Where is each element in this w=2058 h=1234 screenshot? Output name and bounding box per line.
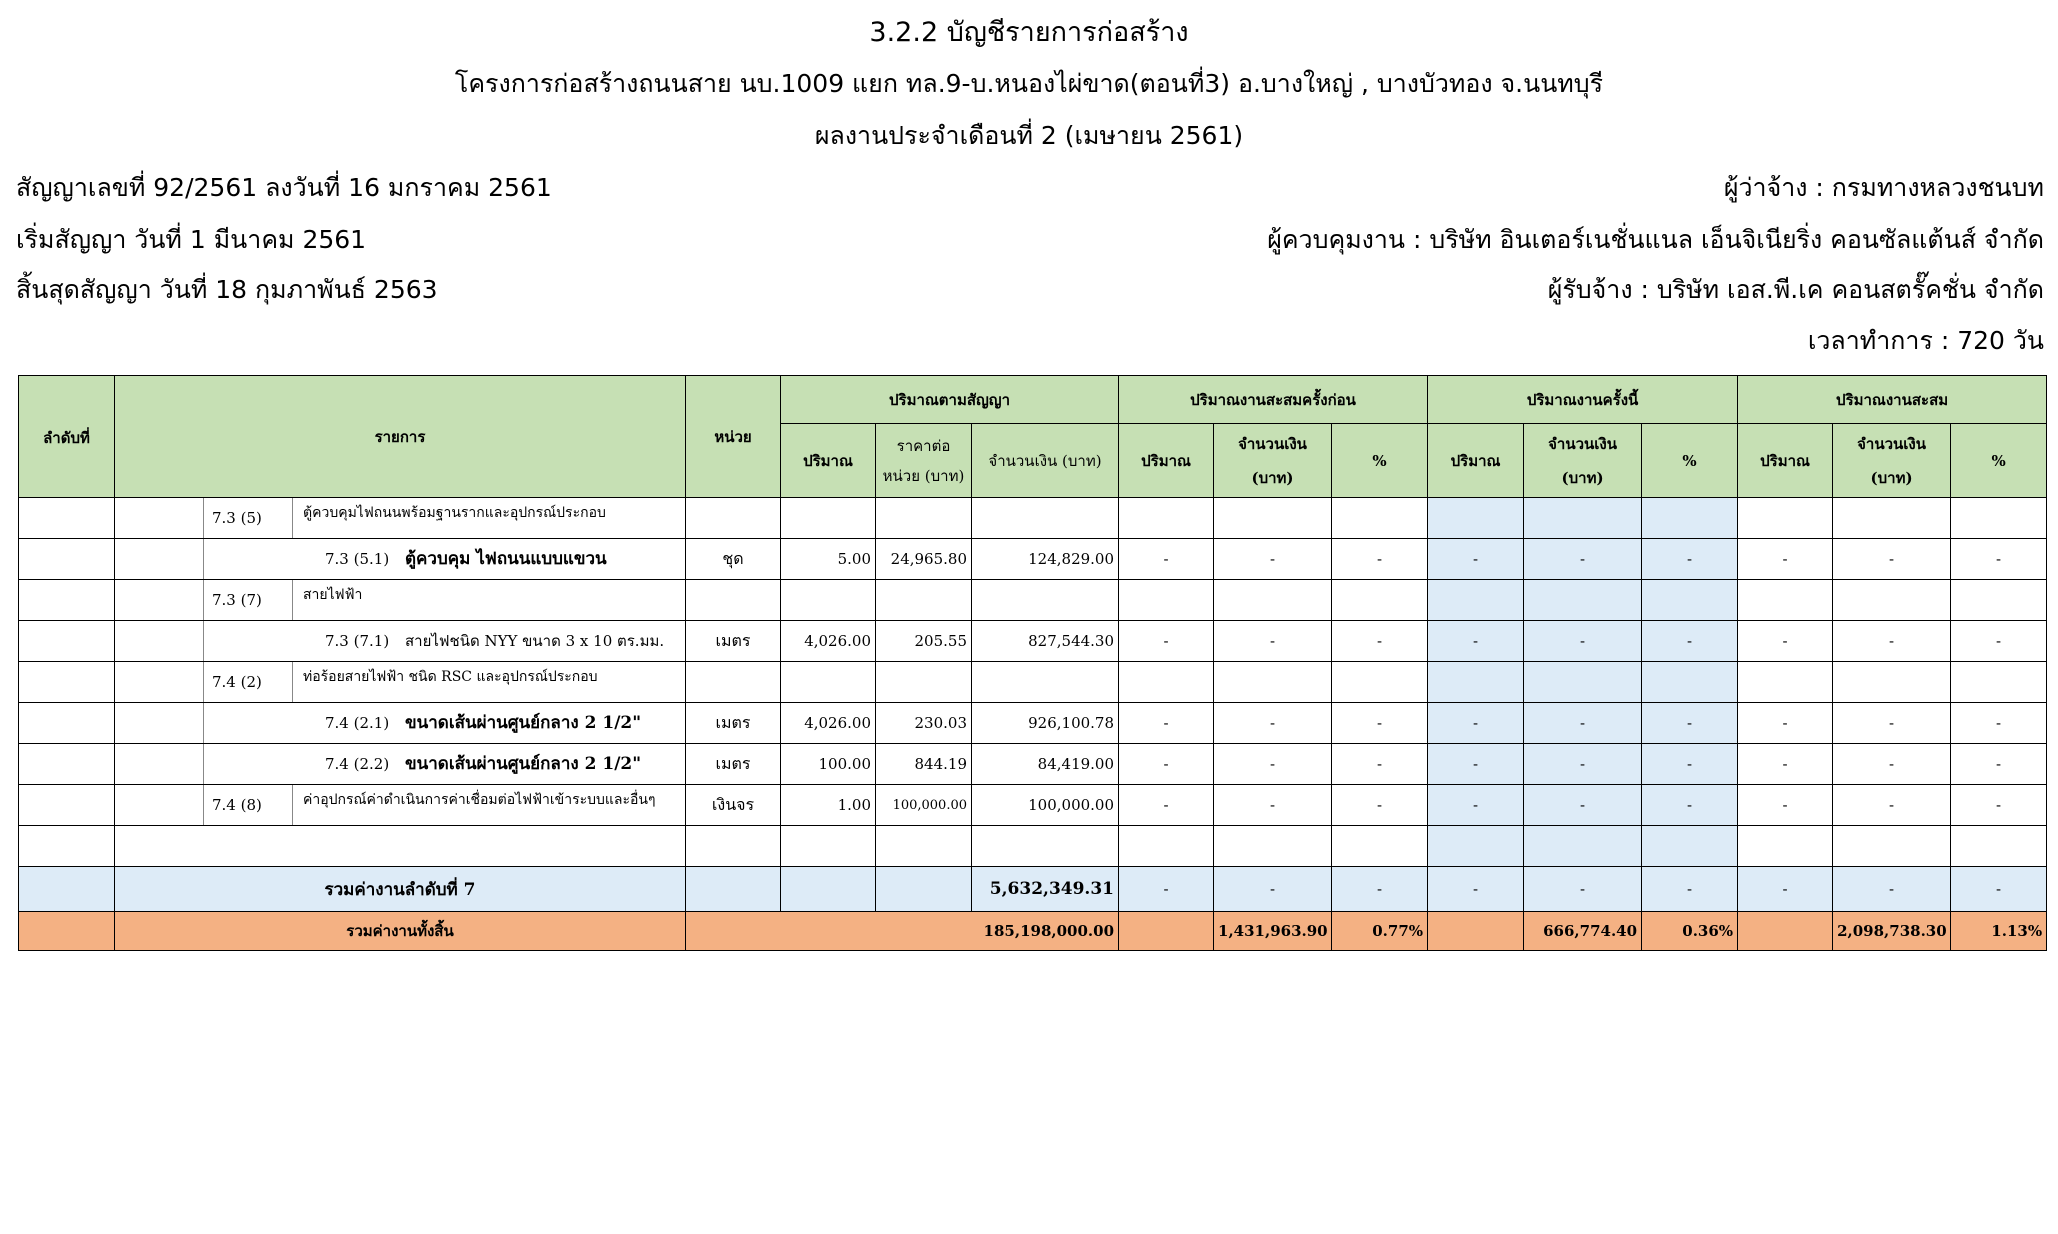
bill-of-quantities-table: [18, 375, 2047, 951]
row-no: [19, 785, 115, 826]
row-progress-cell: [1833, 826, 1951, 867]
table-row: [19, 662, 2047, 703]
row-progress-cell: -: [1332, 744, 1428, 785]
supervisor: ผู้ควบคุมงาน : บริษัท อินเตอร์เนชั่นแนล เอ็นจิเนียริ่ง คอนซัลแต้นส์ จำกัด: [1267, 225, 2044, 254]
row-progress-cell: -: [1642, 703, 1738, 744]
row-progress-cell: [1214, 662, 1332, 703]
row-unit-price: [876, 498, 972, 539]
row-progress-cell: -: [1951, 744, 2047, 785]
this-money-total: 666,774.40: [1524, 912, 1642, 951]
item-code: 7.4 (8): [203, 785, 293, 825]
row-qty: 1.00: [781, 785, 876, 826]
row-unit-price: 100,000.00: [876, 785, 972, 826]
row-progress-cell: -: [1214, 539, 1332, 580]
row-qty: [781, 662, 876, 703]
subtotal-cell: -: [1951, 867, 2047, 912]
contract-start: เริ่มสัญญา วันที่ 1 มีนาคม 2561: [16, 225, 367, 254]
row-progress-cell: -: [1642, 785, 1738, 826]
row-amount: 827,544.30: [972, 621, 1119, 662]
item-description: สายไฟชนิด NYY ขนาด 3 x 10 ตร.มม.: [405, 632, 665, 650]
contract-end: สิ้นสุดสัญญา วันที่ 18 กุมภาพันธ์ 2563: [16, 275, 438, 304]
row-progress-cell: [1428, 826, 1524, 867]
row-progress-cell: -: [1214, 744, 1332, 785]
row-progress-cell: -: [1833, 703, 1951, 744]
page-title: 3.2.2 บัญชีรายการก่อสร้าง: [869, 17, 1189, 48]
table-row: [19, 703, 2047, 744]
row-amount: [972, 498, 1119, 539]
row-progress-cell: -: [1332, 785, 1428, 826]
row-progress-cell: [1524, 826, 1642, 867]
row-unit-price: 24,965.80: [876, 539, 972, 580]
grand-total-label: รวมค่างานทั้งสิ้น: [115, 912, 686, 951]
row-progress-cell: -: [1951, 539, 2047, 580]
cum-pct-total: 1.13%: [1951, 912, 2047, 951]
row-amount: [972, 662, 1119, 703]
header-qty: ปริมาณ: [1119, 424, 1214, 498]
row-progress-cell: -: [1119, 539, 1214, 580]
prev-pct-total: 0.77%: [1332, 912, 1428, 951]
subtotal-label: รวมค่างานลำดับที่ 7: [115, 867, 686, 912]
row-unit-price: 844.19: [876, 744, 972, 785]
row-progress-cell: -: [1119, 785, 1214, 826]
row-progress-cell: [1642, 826, 1738, 867]
header-unit-price: ราคาต่อ หน่วย (บาท): [876, 424, 972, 498]
grand-total-amount: 185,198,000.00: [686, 912, 1119, 951]
row-no: [19, 498, 115, 539]
header-money: จำนวนเงิน (บาท): [1833, 424, 1951, 498]
subtotal-cell: -: [1524, 867, 1642, 912]
row-progress-cell: [1524, 580, 1642, 621]
row-progress-cell: [1524, 498, 1642, 539]
row-qty: 100.00: [781, 744, 876, 785]
subtotal-cell: -: [1642, 867, 1738, 912]
row-progress-cell: [1332, 580, 1428, 621]
header-no: ลำดับที่: [19, 376, 115, 498]
row-progress-cell: [1119, 580, 1214, 621]
row-progress-cell: -: [1951, 621, 2047, 662]
row-progress-cell: -: [1738, 785, 1833, 826]
row-progress-cell: [1833, 580, 1951, 621]
item-description: ท่อร้อยสายไฟฟ้า ชนิด RSC และอุปกรณ์ประกอบ: [303, 669, 598, 685]
contractor: ผู้รับจ้าง : บริษัท เอส.พี.เค คอนสตรั๊คชั่น จำกัด: [1547, 275, 2044, 304]
row-progress-cell: [1428, 662, 1524, 703]
row-progress-cell: -: [1428, 785, 1524, 826]
header-prev-group: ปริมาณงานสะสมครั้งก่อน: [1119, 376, 1428, 424]
row-progress-cell: [1738, 662, 1833, 703]
header-qty: ปริมาณ: [1738, 424, 1833, 498]
item-code: 7.4 (2): [203, 662, 293, 702]
row-item: [115, 662, 686, 703]
row-progress-cell: -: [1524, 785, 1642, 826]
row-qty: 4,026.00: [781, 621, 876, 662]
header-money: จำนวนเงิน (บาท): [1214, 424, 1332, 498]
row-progress-cell: -: [1642, 621, 1738, 662]
row-item: [115, 785, 686, 826]
row-progress-cell: [1738, 826, 1833, 867]
row-unit: เมตร: [686, 744, 781, 785]
row-progress-cell: -: [1833, 621, 1951, 662]
subtotal-amount: 5,632,349.31: [972, 867, 1119, 912]
subtotal-cell: -: [1119, 867, 1214, 912]
row-unit-price: 230.03: [876, 703, 972, 744]
row-progress-cell: -: [1524, 621, 1642, 662]
project-name: โครงการก่อสร้างถนนสาย นบ.1009 แยก ทล.9-บ.หนองไผ่ขาด(ตอนที่3) อ.บางใหญ่ , บางบัวทอง จ.นนทบุรี: [454, 69, 1604, 98]
row-no: [19, 621, 115, 662]
row-no: [19, 580, 115, 621]
row-amount: 100,000.00: [972, 785, 1119, 826]
row-unit: เมตร: [686, 703, 781, 744]
table-row: [19, 826, 2047, 867]
row-progress-cell: [1332, 826, 1428, 867]
table-row: [19, 744, 2047, 785]
row-unit: [686, 580, 781, 621]
row-unit: เงินจร: [686, 785, 781, 826]
item-description: ตู้ควบคุมไฟถนนพร้อมฐานรากและอุปกรณ์ประกอบ: [303, 505, 606, 521]
table-row: [19, 539, 2047, 580]
row-qty: [781, 498, 876, 539]
header-item: รายการ: [115, 376, 686, 498]
subtotal-row: [19, 867, 2047, 912]
row-no: [19, 662, 115, 703]
header-qty: ปริมาณ: [1428, 424, 1524, 498]
row-no: [19, 826, 115, 867]
item-description: ตู้ควบคุม ไฟถนนแบบแขวน: [405, 549, 607, 569]
subtotal-cell: -: [1214, 867, 1332, 912]
row-progress-cell: -: [1738, 621, 1833, 662]
row-progress-cell: -: [1524, 703, 1642, 744]
row-progress-cell: [1119, 498, 1214, 539]
table-row: [19, 580, 2047, 621]
subtotal-cell: -: [1738, 867, 1833, 912]
item-code: 7.4 (2.1): [325, 714, 390, 732]
row-progress-cell: -: [1833, 785, 1951, 826]
row-progress-cell: -: [1524, 744, 1642, 785]
row-item: [115, 621, 686, 662]
row-item: [115, 744, 686, 785]
row-progress-cell: [1428, 580, 1524, 621]
row-unit-price: [876, 580, 972, 621]
row-amount: 124,829.00: [972, 539, 1119, 580]
this-pct-total: 0.36%: [1642, 912, 1738, 951]
row-unit-price: [876, 826, 972, 867]
row-amount: 84,419.00: [972, 744, 1119, 785]
item-code: 7.3 (7): [203, 580, 293, 620]
row-no: [19, 703, 115, 744]
row-progress-cell: -: [1428, 539, 1524, 580]
row-progress-cell: [1214, 826, 1332, 867]
table-row: [19, 498, 2047, 539]
row-progress-cell: [1642, 662, 1738, 703]
row-progress-cell: [1214, 498, 1332, 539]
row-progress-cell: [1738, 580, 1833, 621]
grand-total-row: [19, 912, 2047, 951]
row-progress-cell: -: [1738, 744, 1833, 785]
row-progress-cell: -: [1332, 539, 1428, 580]
row-progress-cell: -: [1951, 703, 2047, 744]
header-pct: %: [1332, 424, 1428, 498]
row-qty: 5.00: [781, 539, 876, 580]
header-unit: หน่วย: [686, 376, 781, 498]
row-item: [115, 703, 686, 744]
row-progress-cell: -: [1524, 539, 1642, 580]
row-amount: 926,100.78: [972, 703, 1119, 744]
subtotal-cell: -: [1428, 867, 1524, 912]
header-pct: %: [1951, 424, 2047, 498]
row-progress-cell: [1524, 662, 1642, 703]
row-progress-cell: [1428, 498, 1524, 539]
table-row: [19, 621, 2047, 662]
row-progress-cell: -: [1119, 621, 1214, 662]
row-progress-cell: -: [1119, 703, 1214, 744]
row-progress-cell: -: [1642, 744, 1738, 785]
row-progress-cell: [1951, 662, 2047, 703]
row-unit-price: 205.55: [876, 621, 972, 662]
row-progress-cell: [1119, 662, 1214, 703]
row-progress-cell: [1951, 580, 2047, 621]
row-qty: 4,026.00: [781, 703, 876, 744]
row-amount: [972, 826, 1119, 867]
row-progress-cell: [1642, 580, 1738, 621]
row-item: [115, 580, 686, 621]
row-qty: [781, 580, 876, 621]
row-progress-cell: -: [1332, 621, 1428, 662]
row-progress-cell: -: [1738, 539, 1833, 580]
contract-number: สัญญาเลขที่ 92/2561 ลงวันที่ 16 มกราคม 2561: [16, 173, 552, 202]
header-this-group: ปริมาณงานครั้งนี้: [1428, 376, 1738, 424]
row-amount: [972, 580, 1119, 621]
row-progress-cell: -: [1214, 785, 1332, 826]
row-item: [115, 498, 686, 539]
row-progress-cell: -: [1214, 703, 1332, 744]
item-description: ค่าอุปกรณ์ค่าดำเนินการค่าเชื่อมต่อไฟฟ้าเข้าระบบและอื่นๆ: [303, 792, 656, 808]
row-progress-cell: -: [1428, 703, 1524, 744]
row-progress-cell: [1738, 498, 1833, 539]
cum-money-total: 2,098,738.30: [1833, 912, 1951, 951]
row-progress-cell: -: [1642, 539, 1738, 580]
row-progress-cell: [1833, 498, 1951, 539]
row-progress-cell: -: [1332, 703, 1428, 744]
row-progress-cell: [1214, 580, 1332, 621]
row-unit: ชุด: [686, 539, 781, 580]
item-code: 7.3 (7.1): [325, 632, 390, 650]
subtotal-cell: -: [1332, 867, 1428, 912]
row-progress-cell: [1951, 498, 2047, 539]
header-qty: ปริมาณ: [781, 424, 876, 498]
row-no: [19, 744, 115, 785]
header-pct: %: [1642, 424, 1738, 498]
item-description: สายไฟฟ้า: [303, 587, 363, 603]
row-progress-cell: [1332, 498, 1428, 539]
row-qty: [781, 826, 876, 867]
item-description: ขนาดเส้นผ่านศูนย์กลาง 2 1/2": [405, 754, 642, 774]
row-progress-cell: -: [1428, 621, 1524, 662]
prev-money-total: 1,431,963.90: [1214, 912, 1332, 951]
row-unit: เมตร: [686, 621, 781, 662]
header-money: จำนวนเงิน (บาท): [1524, 424, 1642, 498]
row-unit: [686, 498, 781, 539]
item-code: 7.3 (5.1): [325, 550, 390, 568]
row-no: [19, 539, 115, 580]
row-unit: [686, 826, 781, 867]
row-item: [115, 826, 686, 867]
row-progress-cell: -: [1738, 703, 1833, 744]
row-unit: [686, 662, 781, 703]
header-contract-group: ปริมาณตามสัญญา: [781, 376, 1119, 424]
table-row: [19, 785, 2047, 826]
row-progress-cell: -: [1833, 744, 1951, 785]
header-cum-group: ปริมาณงานสะสม: [1738, 376, 2047, 424]
row-progress-cell: [1332, 662, 1428, 703]
row-progress-cell: -: [1428, 744, 1524, 785]
duration: เวลาทำการ : 720 วัน: [1807, 326, 2044, 355]
row-progress-cell: [1833, 662, 1951, 703]
subtotal-cell: -: [1833, 867, 1951, 912]
row-item: [115, 539, 686, 580]
row-progress-cell: [1642, 498, 1738, 539]
employer: ผู้ว่าจ้าง : กรมทางหลวงชนบท: [1723, 173, 2044, 202]
row-progress-cell: -: [1951, 785, 2047, 826]
row-progress-cell: -: [1214, 621, 1332, 662]
row-progress-cell: [1951, 826, 2047, 867]
row-progress-cell: [1119, 826, 1214, 867]
row-progress-cell: -: [1833, 539, 1951, 580]
item-code: 7.3 (5): [203, 498, 293, 538]
report-period: ผลงานประจำเดือนที่ 2 (เมษายน 2561): [814, 121, 1244, 150]
item-description: ขนาดเส้นผ่านศูนย์กลาง 2 1/2": [405, 713, 642, 733]
item-code: 7.4 (2.2): [325, 755, 390, 773]
header-amount: จำนวนเงิน (บาท): [972, 424, 1119, 498]
row-progress-cell: -: [1119, 744, 1214, 785]
row-unit-price: [876, 662, 972, 703]
